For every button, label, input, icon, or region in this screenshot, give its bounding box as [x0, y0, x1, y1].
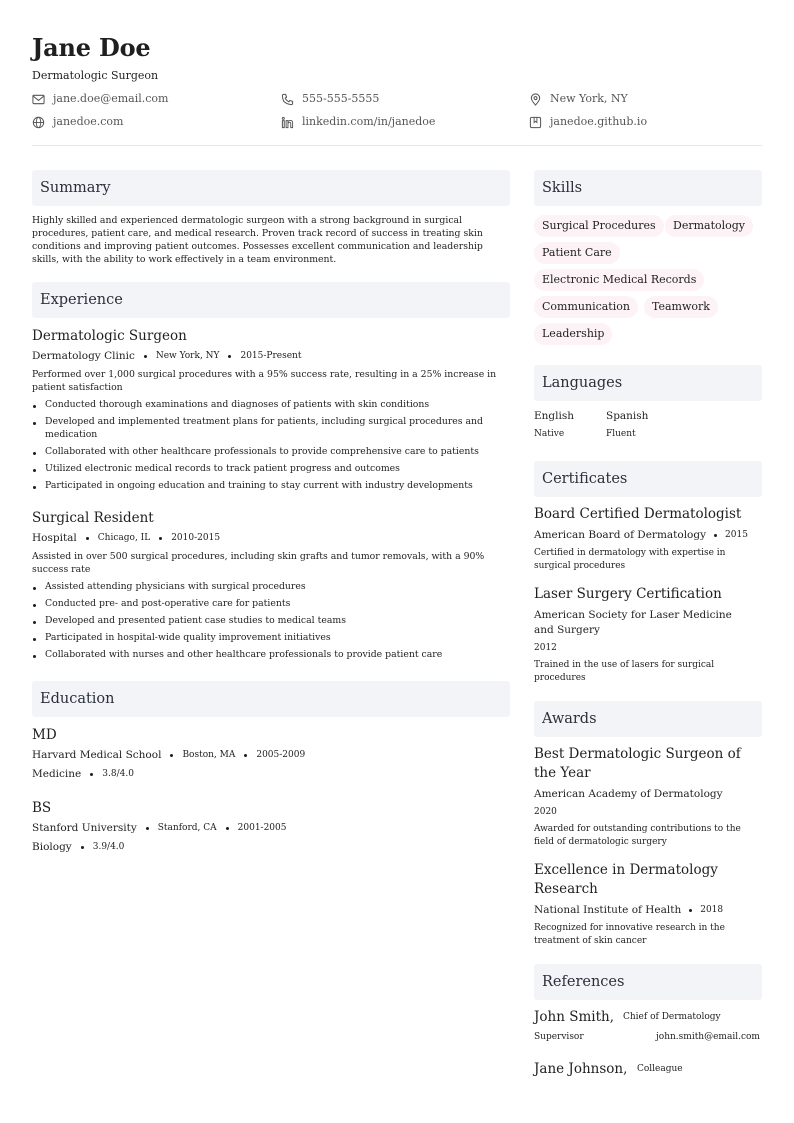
- separator-dot: [81, 846, 84, 849]
- awards-heading: Awards: [534, 701, 762, 737]
- award-description: Awarded for outstanding contributions to the field of dermatologic surgery: [534, 824, 741, 847]
- separator-dot: [244, 754, 247, 757]
- separator-dot: [170, 754, 173, 757]
- map-pin-icon: [529, 93, 542, 106]
- contact-email[interactable]: [32, 92, 168, 106]
- education-meta-1: [32, 748, 305, 762]
- school-location: Stanford, CA: [157, 823, 217, 833]
- certificate-description: Certified in dermatology with expertise in surgical procedures: [534, 548, 726, 571]
- certificate-meta: [534, 528, 748, 543]
- field-of-study: Medicine: [32, 768, 82, 780]
- contact-website[interactable]: [32, 115, 123, 129]
- school-name: Stanford University: [32, 822, 137, 834]
- award-issuer: National Institute of Health: [534, 904, 682, 916]
- languages-heading: Languages: [534, 365, 762, 401]
- skill-pill: Patient Care: [534, 242, 620, 264]
- separator-dot: [714, 534, 717, 537]
- contact-github[interactable]: [529, 115, 647, 129]
- separator-dot: [689, 909, 692, 912]
- job-summary-1: Performed over 1,000 surgical procedures with a 95% success rate, resulting in a 25% increase in patient satisfaction: [32, 369, 497, 393]
- header-divider: [32, 145, 762, 146]
- reference-email[interactable]: john.smith@email.com: [656, 1032, 760, 1042]
- list-item: Utilized electronic medical records to track patient progress and outcomes: [32, 462, 502, 475]
- job-title-1: Dermatologic Surgeon: [32, 328, 187, 344]
- reference-name: Jane Johnson,: [534, 1061, 628, 1077]
- list-item: Participated in ongoing education and training to stay current with industry developments: [32, 479, 502, 492]
- location-text: New York, NY: [550, 92, 628, 105]
- job-summary-2: Assisted in over 500 surgical procedures, including skin grafts and tumor removals, with a 90% success rate: [32, 551, 485, 575]
- skill-pill: Leadership: [534, 323, 612, 345]
- degree-2: BS: [32, 800, 52, 816]
- job-title-2: Surgical Resident: [32, 510, 154, 526]
- list-item: Conducted thorough examinations and diagnoses of patients with skin conditions: [32, 398, 502, 411]
- gpa: 3.8/4.0: [102, 769, 134, 779]
- job-location: New York, NY: [155, 351, 220, 361]
- list-item: Collaborated with other healthcare professionals to provide comprehensive care to patients: [32, 445, 502, 458]
- list-item: Collaborated with nurses and other healthcare professionals to provide patient care: [32, 648, 502, 661]
- linkedin-icon: [281, 116, 294, 129]
- reference-position: Chief of Dermatology: [623, 1012, 721, 1022]
- skills-heading: Skills: [534, 170, 762, 206]
- experience-heading: Experience: [32, 282, 510, 318]
- job-dates: 2010-2015: [171, 533, 221, 543]
- job-dates: 2015-Present: [240, 351, 302, 361]
- separator-dot: [144, 355, 147, 358]
- list-item: Conducted pre- and post-operative care for patients: [32, 597, 502, 610]
- certificate-name: Laser Surgery Certification: [534, 586, 722, 602]
- separator-dot: [226, 827, 229, 830]
- school-location: Boston, MA: [182, 750, 236, 760]
- certificate-description: Trained in the use of lasers for surgical procedures: [534, 660, 715, 683]
- separator-dot: [228, 355, 231, 358]
- certificate-issuer: American Board of Dermatology: [534, 529, 707, 541]
- gpa: 3.9/4.0: [92, 842, 125, 852]
- school-dates: 2001-2005: [237, 823, 287, 833]
- reference-position: Colleague: [637, 1064, 683, 1074]
- separator-dot: [159, 537, 162, 540]
- phone-icon: [281, 93, 294, 106]
- email-text: jane.doe@email.com: [53, 92, 169, 105]
- award-name: Excellence in Dermatology Research: [534, 862, 718, 897]
- linkedin-text: linkedin.com/in/janedoe: [302, 115, 436, 128]
- mail-icon: [32, 93, 45, 106]
- skill-pill: Communication: [534, 296, 638, 318]
- job-org: Hospital: [32, 532, 77, 544]
- phone-text: 555-555-5555: [302, 92, 380, 105]
- award-issuer: American Academy of Dermatology: [534, 788, 723, 800]
- github-text: janedoe.github.io: [550, 115, 648, 128]
- separator-dot: [146, 827, 149, 830]
- award-date: 2020: [534, 807, 557, 817]
- award-name: Best Dermatologic Surgeon of the Year: [534, 746, 741, 781]
- language-name: Spanish: [606, 410, 649, 422]
- skill-pill: Electronic Medical Records: [534, 269, 704, 291]
- skill-pill: Surgical Procedures: [534, 215, 664, 237]
- award-meta: [534, 903, 723, 918]
- list-item: Developed and presented patient case studies to medical teams: [32, 614, 502, 627]
- reference-name: John Smith,: [534, 1009, 614, 1025]
- award-date: 2018: [700, 905, 724, 915]
- certificate-date: 2015: [725, 530, 748, 540]
- list-item: Assisted attending physicians with surgical procedures: [32, 580, 502, 593]
- school-dates: 2005-2009: [256, 750, 306, 760]
- language-name: English: [534, 410, 575, 422]
- contact-location: [529, 92, 628, 106]
- list-item: Participated in hospital-wide quality improvement initiatives: [32, 631, 502, 644]
- list-item: Developed and implemented treatment plans for patients, including surgical procedures and medication: [32, 415, 502, 441]
- reference-relation: Supervisor: [534, 1032, 584, 1042]
- education-heading: Education: [32, 681, 510, 717]
- language-level: Native: [534, 429, 565, 439]
- education-field-1: [32, 767, 134, 781]
- language-level: Fluent: [606, 429, 636, 439]
- skill-pill: Dermatology: [665, 215, 753, 237]
- job-location: Chicago, IL: [97, 533, 151, 543]
- summary-heading: Summary: [32, 170, 510, 206]
- job-meta-2: [32, 531, 220, 545]
- degree-1: MD: [32, 727, 57, 743]
- contact-phone[interactable]: [281, 92, 379, 106]
- globe-icon: [32, 116, 45, 129]
- website-text: janedoe.com: [53, 115, 124, 128]
- skill-pill: Teamwork: [644, 296, 718, 318]
- certificate-name: Board Certified Dermatologist: [534, 506, 742, 522]
- summary-text: Highly skilled and experienced dermatologic surgeon with a strong background in surgical procedures, patient care, and medical research. Proven track record of success in treating skin conditions and improving patient outcomes. Possesses excellent communication and leadership skills, with the ability to work effectively in a team environment.: [32, 215, 483, 265]
- education-meta-2: [32, 821, 287, 835]
- award-description: Recognized for innovative research in the treatment of skin cancer: [534, 923, 725, 946]
- separator-dot: [86, 537, 89, 540]
- education-field-2: [32, 840, 124, 854]
- bookmark-icon: [529, 116, 542, 129]
- certificate-issuer: American Society for Laser Medicine and Surgery: [534, 609, 732, 636]
- contact-linkedin[interactable]: [281, 115, 435, 129]
- field-of-study: Biology: [32, 841, 72, 853]
- job-title: Dermatologic Surgeon: [32, 69, 159, 82]
- certificate-date: 2012: [534, 643, 557, 653]
- certificates-heading: Certificates: [534, 461, 762, 497]
- job-meta-1: [32, 349, 301, 363]
- name-heading: Jane Doe: [32, 33, 151, 62]
- references-heading: References: [534, 964, 762, 1000]
- job-org: Dermatology Clinic: [32, 350, 135, 362]
- separator-dot: [90, 773, 93, 776]
- school-name: Harvard Medical School: [32, 749, 162, 761]
